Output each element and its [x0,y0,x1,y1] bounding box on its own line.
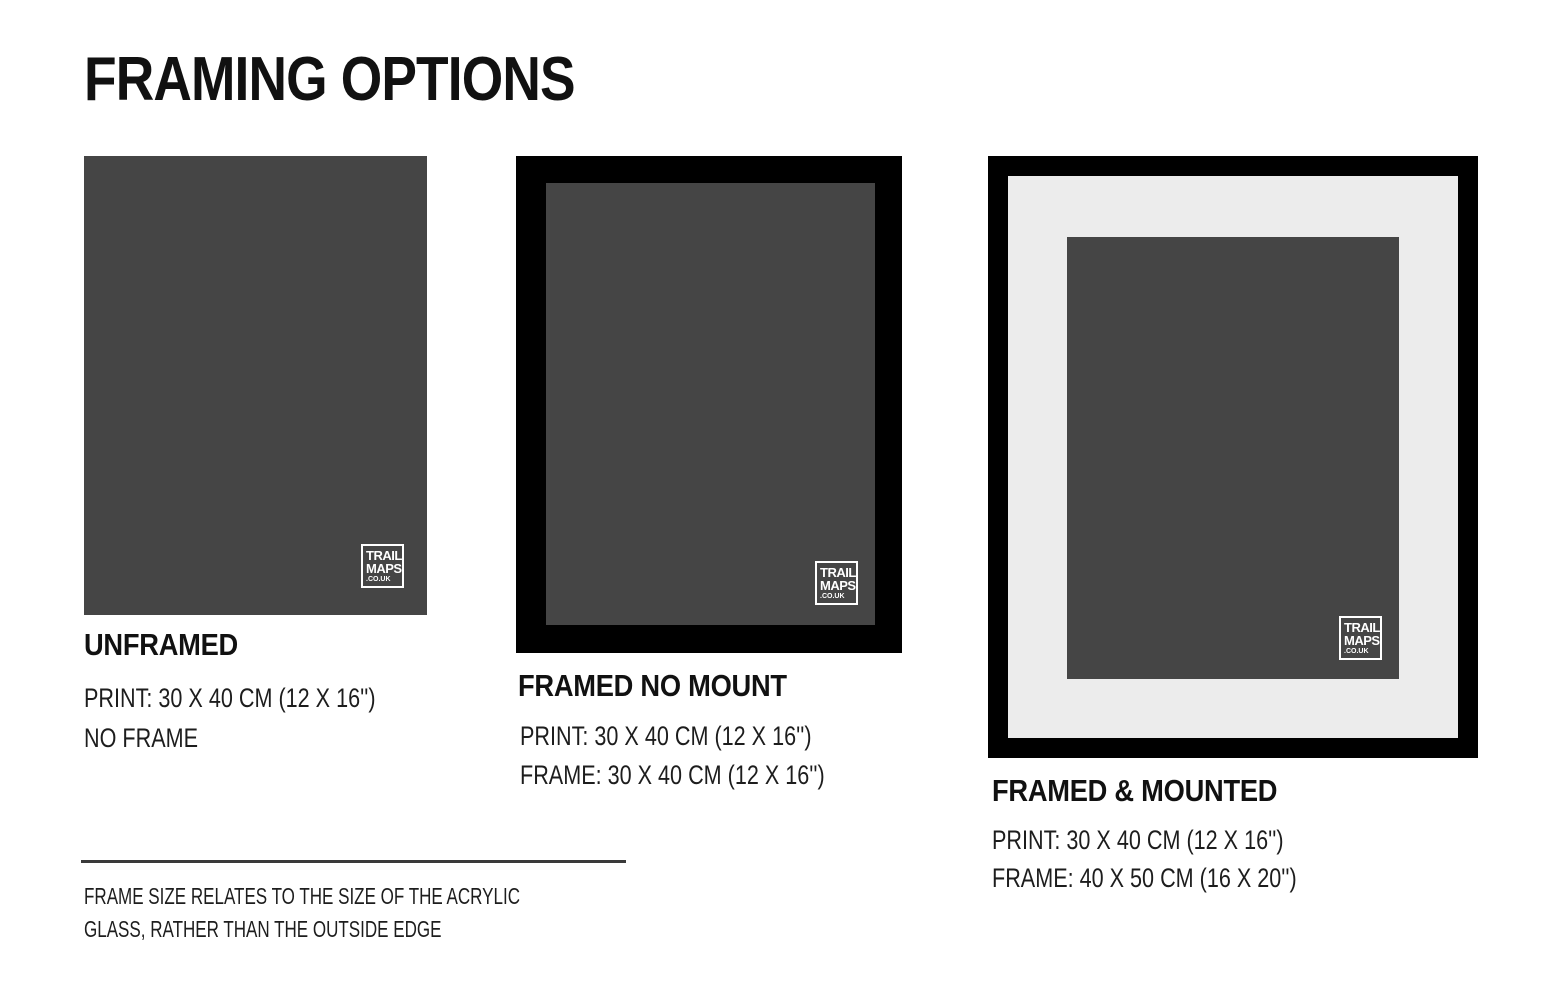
trailmaps-logo-domain: .CO.UK [820,593,845,600]
framed-mounted-print-size: PRINT: 30 X 40 CM (12 X 16'') [992,825,1284,855]
trailmaps-logo-text: MAPS [820,578,856,593]
trailmaps-logo-text: TRAIL [1344,620,1380,635]
page-title: FRAMING OPTIONS [84,45,575,114]
unframed-print-preview [84,156,427,615]
trailmaps-logo [1339,616,1382,660]
framed-no-mount-print-preview [546,183,875,625]
footnote-text: FRAME SIZE RELATES TO THE SIZE OF THE ACRYLIC [84,883,521,909]
framed-no-mount-frame-preview [516,156,902,653]
trailmaps-logo-domain: .CO.UK [366,576,391,583]
framed-no-mount-frame-size: FRAME: 30 X 40 CM (12 X 16'') [520,760,825,790]
trailmaps-logo-text: MAPS [1344,633,1380,648]
framed-mounted-frame-size: FRAME: 40 X 50 CM (16 X 20'') [992,863,1297,893]
option-title-framed-mounted: FRAMED & MOUNTED [992,773,1278,808]
option-title-framed-no-mount: FRAMED NO MOUNT [518,668,787,703]
trailmaps-logo-text: MAPS [366,561,402,576]
trailmaps-logo-text: TRAIL [820,565,856,580]
option-title-unframed: UNFRAMED [84,627,238,662]
footnote-divider [81,860,626,863]
trailmaps-logo-text: TRAIL [366,548,402,563]
framed-no-mount-print-size: PRINT: 30 X 40 CM (12 X 16'') [520,721,812,751]
unframed-print-size: PRINT: 30 X 40 CM (12 X 16'') [84,683,376,713]
framed-mounted-print-preview [1067,237,1399,679]
trailmaps-logo [361,544,404,588]
framed-mounted-frame-preview [988,156,1478,758]
framed-mounted-mount-preview [1008,176,1458,738]
trailmaps-logo [815,561,858,605]
footnote-text: GLASS, RATHER THAN THE OUTSIDE EDGE [84,916,442,942]
trailmaps-logo-domain: .CO.UK [1344,648,1369,655]
unframed-frame-size: NO FRAME [84,723,199,753]
